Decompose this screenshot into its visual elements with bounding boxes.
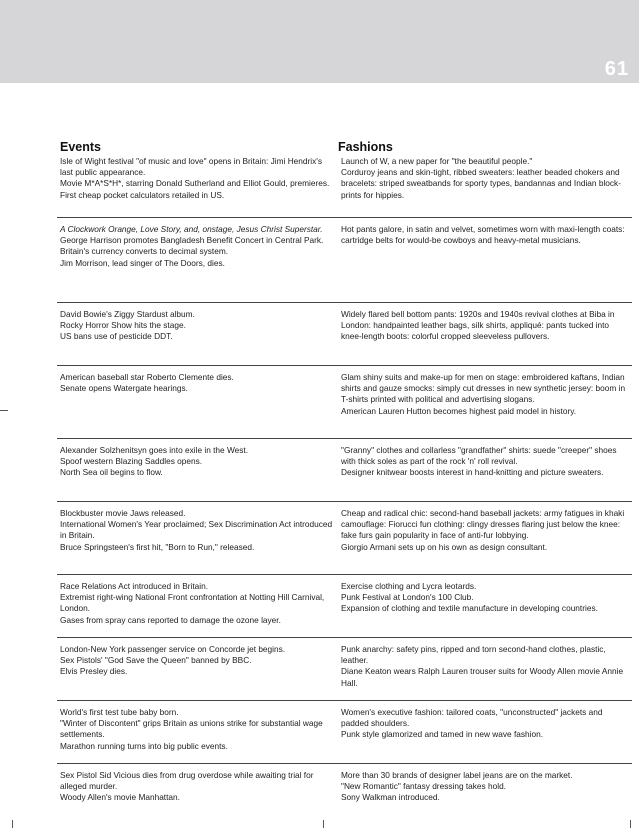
table-row bbox=[57, 575, 632, 638]
events-cell bbox=[57, 770, 338, 820]
crop-mark bbox=[12, 820, 13, 828]
fashion-line: Giorgio Armani sets up on his own as design consultant. bbox=[341, 541, 548, 552]
crop-mark bbox=[323, 820, 324, 828]
events-cell bbox=[57, 581, 338, 637]
event-line: Elvis Presley dies. bbox=[60, 666, 128, 677]
crop-mark bbox=[630, 820, 631, 828]
event-line: Extremist right-wing National Front confrontation at Notting Hill Carnival, London. bbox=[60, 592, 325, 614]
table-row bbox=[57, 303, 632, 366]
fashions-cell bbox=[338, 309, 632, 365]
fashion-line: Designer knitwear boosts interest in hand-knitting and picture sweaters. bbox=[341, 467, 604, 478]
table-row bbox=[57, 154, 632, 218]
event-line: Movie M*A*S*H*, starring Donald Sutherland and Elliot Gould, premieres. bbox=[60, 178, 330, 189]
event-line: International Women's Year proclaimed; Sex Discrimination Act introduced in Britain. bbox=[60, 519, 333, 541]
events-cell bbox=[57, 445, 338, 501]
fashion-line: Expansion of clothing and textile manufacture in developing countries. bbox=[341, 603, 598, 614]
page-number: 61 bbox=[604, 58, 629, 80]
crop-mark bbox=[0, 410, 8, 411]
fashions-cell bbox=[338, 372, 632, 438]
event-line: Isle of Wight festival "of music and love" opens in Britain: Jimi Hendrix's last public appearance. bbox=[60, 156, 323, 178]
events-cell bbox=[57, 644, 338, 700]
fashion-line: Corduroy jeans and skin-tight, ribbed sweaters: leather beaded chokers and bracelets: striped sweatbands for sporty types, bandannas and Indian block-prints for hippies. bbox=[341, 167, 621, 200]
events-cell bbox=[57, 309, 338, 365]
fashion-line: Launch of W, a new paper for "the beautiful people." bbox=[341, 156, 533, 166]
fashion-line: More than 30 brands of designer label jeans are on the market. bbox=[341, 770, 573, 780]
event-line: George Harrison promotes Bangladesh Benefit Concert in Central Park. bbox=[60, 235, 324, 246]
fashion-line: Glam shiny suits and make-up for men on stage: embroidered kaftans, Indian shirts and gauze smocks: simply cut dresses in new synthetic jersey: boom in T-shirts printed with political and advertising slogans. bbox=[341, 372, 626, 405]
table-row bbox=[57, 764, 632, 820]
fashion-line: Punk style glamorized and tamed in new wave fashion. bbox=[341, 729, 544, 740]
event-line: "Winter of Discontent" grips Britain as unions strike for substantial wage settlements. bbox=[60, 718, 323, 740]
event-line: London-New York passenger service on Concorde jet begins. bbox=[60, 644, 286, 654]
event-line: US bans use of pesticide DDT. bbox=[60, 331, 173, 342]
event-line: Alexander Solzhenitsyn goes into exile in the West. bbox=[60, 445, 249, 455]
event-line: Britain's currency converts to decimal system. bbox=[60, 246, 229, 257]
table-row bbox=[57, 439, 632, 502]
fashion-line: Exercise clothing and Lycra leotards. bbox=[341, 581, 477, 591]
event-line: Sex Pistols' "God Save the Queen" banned by BBC. bbox=[60, 655, 252, 666]
event-line: Gases from spray cans reported to damage the ozone layer. bbox=[60, 614, 281, 625]
events-cell bbox=[57, 372, 338, 438]
event-line: North Sea oil begins to flow. bbox=[60, 467, 163, 478]
event-line: Race Relations Act introduced in Britain. bbox=[60, 581, 209, 591]
fashion-line: Hot pants galore, in satin and velvet, sometimes worn with maxi-length coats: cartridge belts for would-be cowboys and heavy-metal musicians. bbox=[341, 224, 625, 246]
fashions-cell bbox=[338, 224, 632, 302]
table-row bbox=[57, 701, 632, 764]
fashions-cell bbox=[338, 445, 632, 501]
fashion-line: "New Romantic" fantasy dressing takes hold. bbox=[341, 781, 506, 792]
fashion-line: Diane Keaton wears Ralph Lauren trouser suits for Woody Allen movie Annie Hall. bbox=[341, 666, 624, 688]
fashions-cell bbox=[338, 581, 632, 637]
fashion-line: Women's executive fashion: tailored coats, "unconstructed" jackets and padded shoulders. bbox=[341, 707, 603, 729]
table-row bbox=[57, 502, 632, 575]
fashion-line: Punk Festival at London's 100 Club. bbox=[341, 592, 474, 603]
event-line: Woody Allen's movie Manhattan. bbox=[60, 792, 180, 803]
fashions-heading: Fashions bbox=[338, 140, 393, 154]
event-line: Jim Morrison, lead singer of The Doors, dies. bbox=[60, 257, 225, 268]
fashions-cell bbox=[338, 156, 632, 217]
fashions-cell bbox=[338, 508, 632, 574]
events-cell bbox=[57, 224, 338, 302]
events-heading: Events bbox=[60, 140, 101, 154]
event-line: American baseball star Roberto Clemente dies. bbox=[60, 372, 234, 382]
events-cell bbox=[57, 508, 338, 574]
event-line: A Clockwork Orange, Love Story, and, onstage, Jesus Christ Superstar. bbox=[60, 224, 323, 234]
event-line: Marathon running turns into big public events. bbox=[60, 740, 228, 751]
table-row bbox=[57, 638, 632, 701]
fashion-line: American Lauren Hutton becomes highest paid model in history. bbox=[341, 405, 577, 416]
event-line: Rocky Horror Show hits the stage. bbox=[60, 320, 186, 331]
fashions-cell bbox=[338, 707, 632, 763]
event-line: Spoof western Blazing Saddles opens. bbox=[60, 456, 203, 467]
event-line: Bruce Springsteen's first hit, "Born to Run," released. bbox=[60, 541, 255, 552]
table-row bbox=[57, 218, 632, 303]
fashions-cell bbox=[338, 770, 632, 820]
event-line: David Bowie's Ziggy Stardust album. bbox=[60, 309, 195, 319]
fashion-line: "Granny" clothes and collarless "grandfather" shirts: suede "creeper" shoes with thick soles as part of the rock 'n' roll revival. bbox=[341, 445, 617, 467]
events-cell bbox=[57, 707, 338, 763]
events-cell bbox=[57, 156, 338, 217]
fashion-line: Sony Walkman introduced. bbox=[341, 792, 440, 803]
event-line: Sex Pistol Sid Vicious dies from drug overdose while awaiting trial for alleged murder. bbox=[60, 770, 314, 792]
event-line: First cheap pocket calculators retailed in US. bbox=[60, 189, 225, 200]
event-line: Senate opens Watergate hearings. bbox=[60, 383, 188, 394]
table-row bbox=[57, 366, 632, 439]
fashion-line: Punk anarchy: safety pins, ripped and torn second-hand clothes, plastic, leather. bbox=[341, 644, 606, 666]
fashion-line: Cheap and radical chic: second-hand baseball jackets: army fatigues in khaki camouflage: Fiorucci fun clothing: clingy dresses flaring just below the knee: fake furs gain popularity in face of anti-fur lobbying. bbox=[341, 508, 625, 541]
header-band bbox=[0, 0, 639, 83]
event-line: World's first test tube baby born. bbox=[60, 707, 179, 717]
timeline-table bbox=[57, 154, 632, 820]
event-line: Blockbuster movie Jaws released. bbox=[60, 508, 186, 518]
fashions-cell bbox=[338, 644, 632, 700]
fashion-line: Widely flared bell bottom pants: 1920s and 1940s revival clothes at Biba in London: handpainted leather bags, silk shirts, appliqué: pants tucked into knee-length boots: colorful cropped sleeveless pullovers. bbox=[341, 309, 615, 342]
